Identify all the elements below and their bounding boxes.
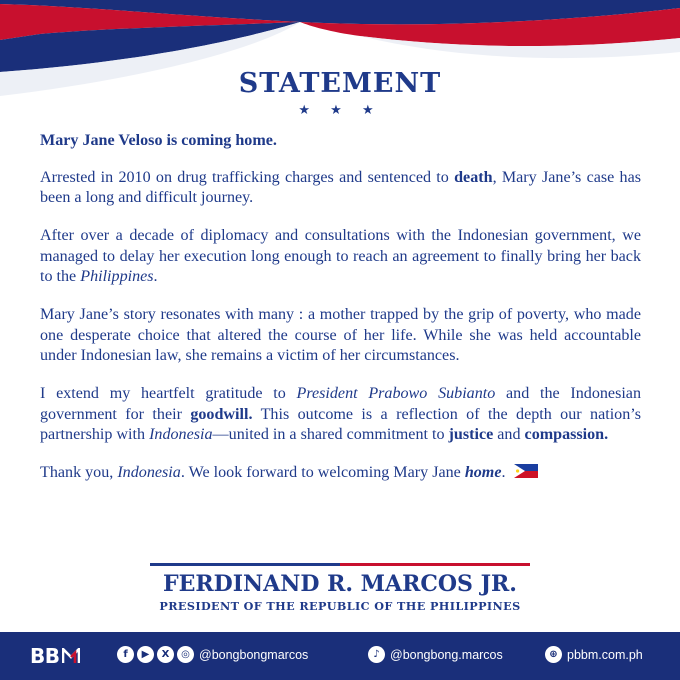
paragraph-5 bbox=[40, 463, 641, 484]
tiktok-handle[interactable]: @bongbong.marcos bbox=[390, 647, 503, 662]
facebook-icon[interactable]: f bbox=[117, 646, 134, 663]
youtube-icon[interactable]: ▶ bbox=[137, 646, 154, 663]
social-links-group bbox=[117, 646, 308, 663]
website-link-group bbox=[545, 646, 643, 663]
p4-bold-goodwill: goodwill. bbox=[190, 405, 253, 423]
p2-text-end: . bbox=[153, 268, 158, 285]
x-twitter-icon[interactable]: X bbox=[157, 646, 174, 663]
p1-bold: death bbox=[454, 168, 493, 186]
globe-icon[interactable]: ⊕ bbox=[545, 646, 562, 663]
statement-body bbox=[40, 131, 641, 501]
paragraph-3: Mary Jane’s story resonates with many : a mother trapped by the grip of poverty, who made one desperate choice that altered the course of her life. While she was held accountable under Indonesian law, she remains a victim of her circumstances. bbox=[40, 306, 641, 364]
p5-text-a: Thank you, bbox=[40, 464, 118, 481]
philippine-flag-icon bbox=[514, 464, 538, 478]
bbm-logo bbox=[30, 644, 80, 668]
p5-text-e: . bbox=[501, 464, 506, 481]
p4-text-e: This outcome is a reflection of the depth our nation’s partnership with bbox=[40, 405, 641, 443]
social-handle[interactable]: @bongbongmarcos bbox=[199, 647, 309, 662]
website-link[interactable]: pbbm.com.ph bbox=[567, 647, 643, 662]
tiktok-link-group bbox=[368, 646, 503, 663]
p1-text: Arrested in 2010 on drug trafficking charges and sentenced to bbox=[40, 168, 455, 186]
p4-text-c: and the Indonesian government for their bbox=[40, 385, 641, 423]
logo-m-mark bbox=[62, 648, 80, 664]
paragraph-2 bbox=[40, 226, 641, 288]
p4-bold-justice: justice bbox=[448, 426, 494, 443]
signature-divider bbox=[150, 563, 530, 566]
p4-italic-indonesia: Indonesia bbox=[149, 426, 213, 443]
title-stars: ★ ★ ★ bbox=[298, 103, 382, 118]
p4-text-i: and bbox=[493, 426, 525, 443]
signatory-name: FERDINAND R. MARCOS JR. bbox=[163, 571, 517, 597]
paragraph-4 bbox=[40, 384, 641, 446]
p2-text: After over a decade of diplomacy and consultations with the Indonesian government, we managed to delay her execution long enough to reach an agreement to finally bring her back to the bbox=[40, 227, 641, 285]
headline: Mary Jane Veloso is coming home. bbox=[40, 132, 277, 149]
p5-italic-indonesia: Indonesia bbox=[117, 464, 181, 481]
p4-text-g: —united in a shared commitment to bbox=[212, 426, 449, 443]
logo-text: BB bbox=[30, 644, 60, 668]
paragraph-1 bbox=[40, 168, 641, 209]
p4-text-a: I extend my heartfelt gratitude to bbox=[40, 385, 297, 402]
p2-italic: Philippines bbox=[80, 268, 154, 285]
p1-text-end: , Mary Jane’s case has been a long and difficult journey. bbox=[40, 168, 642, 206]
p5-text-c: . We look forward to welcoming Mary Jane bbox=[180, 464, 465, 481]
instagram-icon[interactable]: ◎ bbox=[177, 646, 194, 663]
p4-italic-president: President Prabowo Subianto bbox=[296, 385, 496, 402]
signatory-title: PRESIDENT OF THE REPUBLIC OF THE PHILIPPINES bbox=[159, 599, 521, 613]
p5-bold-home: home bbox=[464, 464, 502, 481]
page-title: STATEMENT bbox=[238, 68, 442, 99]
footer-bar bbox=[0, 632, 680, 680]
tiktok-icon[interactable]: ♪ bbox=[368, 646, 385, 663]
p4-bold-compassion: compassion. bbox=[524, 426, 609, 443]
